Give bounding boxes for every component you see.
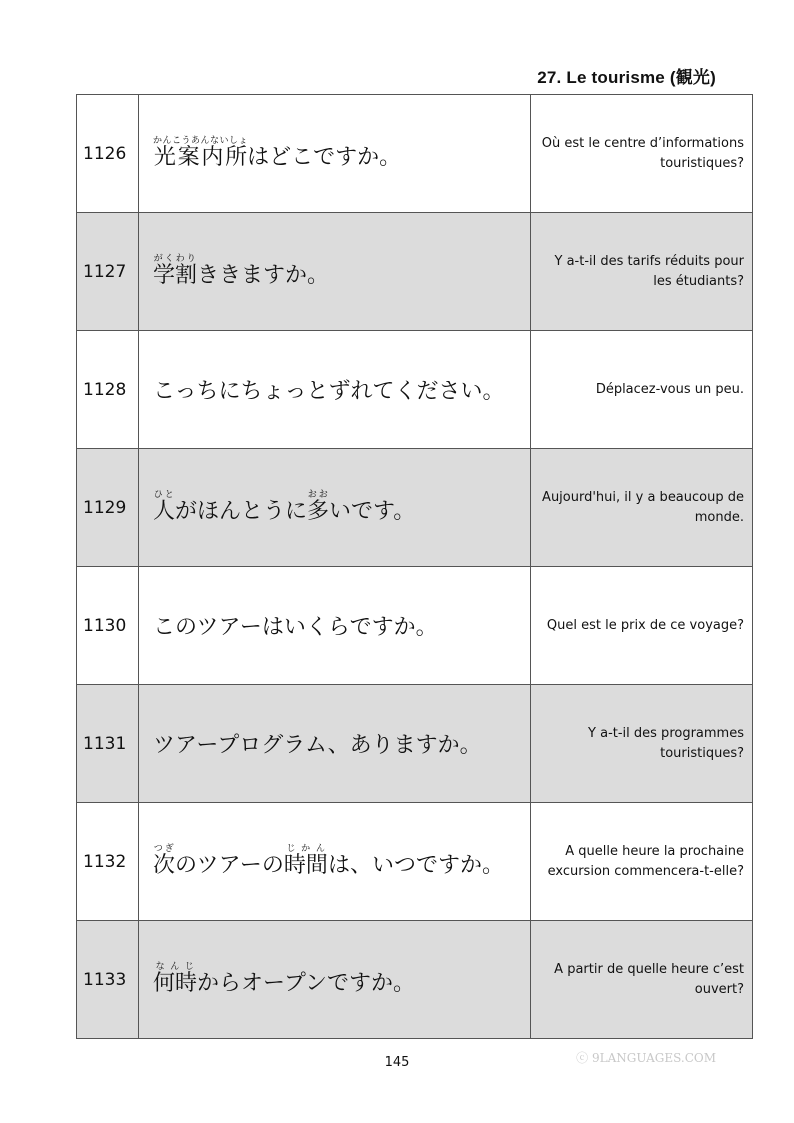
phrase-number: 1132 bbox=[77, 803, 139, 921]
table-row bbox=[77, 213, 753, 331]
phrase-number: 1128 bbox=[77, 331, 139, 449]
french-translation: A quelle heure la prochaine excursion commencera-t-elle? bbox=[531, 803, 753, 921]
furigana: がくわり bbox=[153, 254, 198, 264]
table-row bbox=[77, 567, 753, 685]
ruby-base: 光案内所 bbox=[153, 145, 249, 170]
french-translation: Déplacez-vous un peu. bbox=[531, 331, 753, 449]
furigana: なんじ bbox=[153, 962, 198, 972]
phrase-number: 1130 bbox=[77, 567, 139, 685]
furigana: かんこうあんないしょ bbox=[153, 136, 249, 146]
japanese-phrase bbox=[139, 449, 531, 567]
ruby-base: 次 bbox=[153, 853, 176, 878]
ruby-base: 何時 bbox=[153, 971, 198, 996]
table-row bbox=[77, 685, 753, 803]
japanese-text: のツアーの bbox=[175, 853, 284, 878]
french-translation: A partir de quelle heure c’est ouvert? bbox=[531, 921, 753, 1039]
french-translation: Aujourd'hui, il y a beaucoup de monde. bbox=[531, 449, 753, 567]
japanese-phrase bbox=[139, 95, 531, 213]
phrase-number: 1126 bbox=[77, 95, 139, 213]
french-translation: Y a-t-il des programmes touristiques? bbox=[531, 685, 753, 803]
furigana: つぎ bbox=[153, 844, 176, 854]
french-translation: Y a-t-il des tarifs réduits pour les étudiants? bbox=[531, 213, 753, 331]
phrase-number: 1133 bbox=[77, 921, 139, 1039]
phrase-number: 1129 bbox=[77, 449, 139, 567]
french-translation: Quel est le prix de ce voyage? bbox=[531, 567, 753, 685]
phrase-number: 1127 bbox=[77, 213, 139, 331]
japanese-phrase bbox=[139, 567, 531, 685]
japanese-phrase bbox=[139, 331, 531, 449]
japanese-text: このツアーはいくらですか。 bbox=[153, 615, 438, 640]
japanese-text: は、いつですか。 bbox=[327, 853, 504, 878]
ruby-base: 時間 bbox=[283, 853, 328, 878]
section-title: 27. Le tourisme (観光) bbox=[537, 68, 716, 87]
watermark: ⓒ 9LANGUAGES.COM bbox=[576, 1051, 716, 1065]
japanese-text: こっちにちょっとずれてください。 bbox=[153, 379, 505, 404]
furigana: じかん bbox=[283, 844, 328, 854]
phrase-table bbox=[76, 94, 753, 1039]
table-row bbox=[77, 449, 753, 567]
japanese-phrase bbox=[139, 921, 531, 1039]
furigana: おお bbox=[307, 490, 330, 500]
table-row bbox=[77, 331, 753, 449]
table-row bbox=[77, 803, 753, 921]
japanese-text: ききますか。 bbox=[197, 263, 330, 288]
table-row bbox=[77, 95, 753, 213]
ruby-base: 人 bbox=[153, 499, 176, 524]
japanese-text: からオープンですか。 bbox=[197, 971, 416, 996]
ruby-base: 多 bbox=[307, 499, 330, 524]
phrase-number: 1131 bbox=[77, 685, 139, 803]
ruby-base: 学割 bbox=[153, 263, 198, 288]
japanese-text: がほんとうに bbox=[175, 499, 308, 524]
furigana: ひと bbox=[153, 490, 176, 500]
table-row bbox=[77, 921, 753, 1039]
japanese-phrase bbox=[139, 803, 531, 921]
japanese-phrase bbox=[139, 685, 531, 803]
french-translation: Où est le centre d’informations touristiques? bbox=[531, 95, 753, 213]
page-number: 145 bbox=[384, 1055, 410, 1070]
japanese-phrase bbox=[139, 213, 531, 331]
japanese-text: はどこですか。 bbox=[247, 145, 402, 170]
japanese-text: ツアープログラム、ありますか。 bbox=[153, 733, 482, 758]
japanese-text: いです。 bbox=[329, 499, 416, 524]
